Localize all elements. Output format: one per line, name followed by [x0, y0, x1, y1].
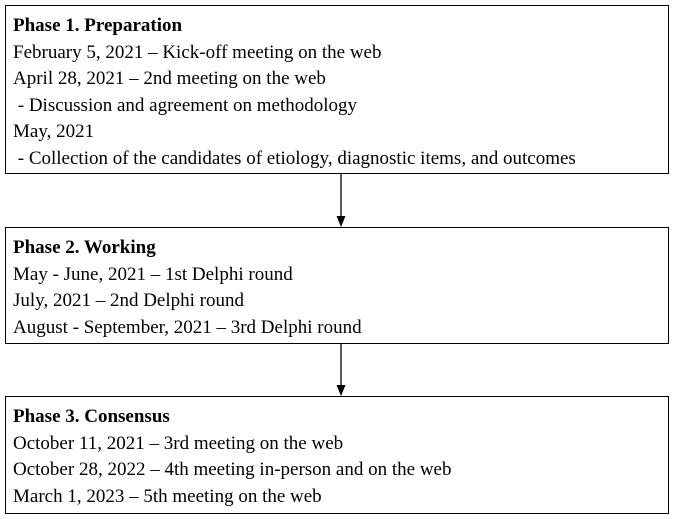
phase-1-title: Phase 1. Preparation	[13, 15, 183, 36]
phase-1-line: - Collection of the candidates of etiology, diagnostic items, and outcomes	[13, 147, 576, 169]
phase-2-line: August - September, 2021 – 3rd Delphi round	[13, 316, 362, 338]
phase-1-line: - Discussion and agreement on methodology	[13, 94, 358, 116]
phase-2-line: July, 2021 – 2nd Delphi round	[13, 290, 244, 311]
phase-3-title: Phase 3. Consensus	[13, 406, 170, 427]
phase-1-line: April 28, 2021 – 2nd meeting on the web	[13, 68, 326, 89]
down-arrow-icon	[334, 174, 348, 227]
phase-3-line: March 1, 2023 – 5th meeting on the web	[13, 485, 322, 507]
phase-2-line: May - June, 2021 – 1st Delphi round	[13, 263, 293, 285]
phase-1-box	[5, 5, 669, 174]
phase-3-line: October 11, 2021 – 3rd meeting on the web	[13, 432, 344, 454]
phase-2-box	[5, 227, 669, 344]
phase-3-box	[5, 396, 669, 514]
phase-1-line: February 5, 2021 – Kick-off meeting on the web	[13, 41, 382, 63]
phase-3-line: October 28, 2022 – 4th meeting in-person and on the web	[13, 459, 452, 480]
phase-2-title: Phase 2. Working	[13, 237, 156, 258]
down-arrow-icon	[334, 344, 348, 396]
phase-1-line: May, 2021	[13, 121, 95, 142]
